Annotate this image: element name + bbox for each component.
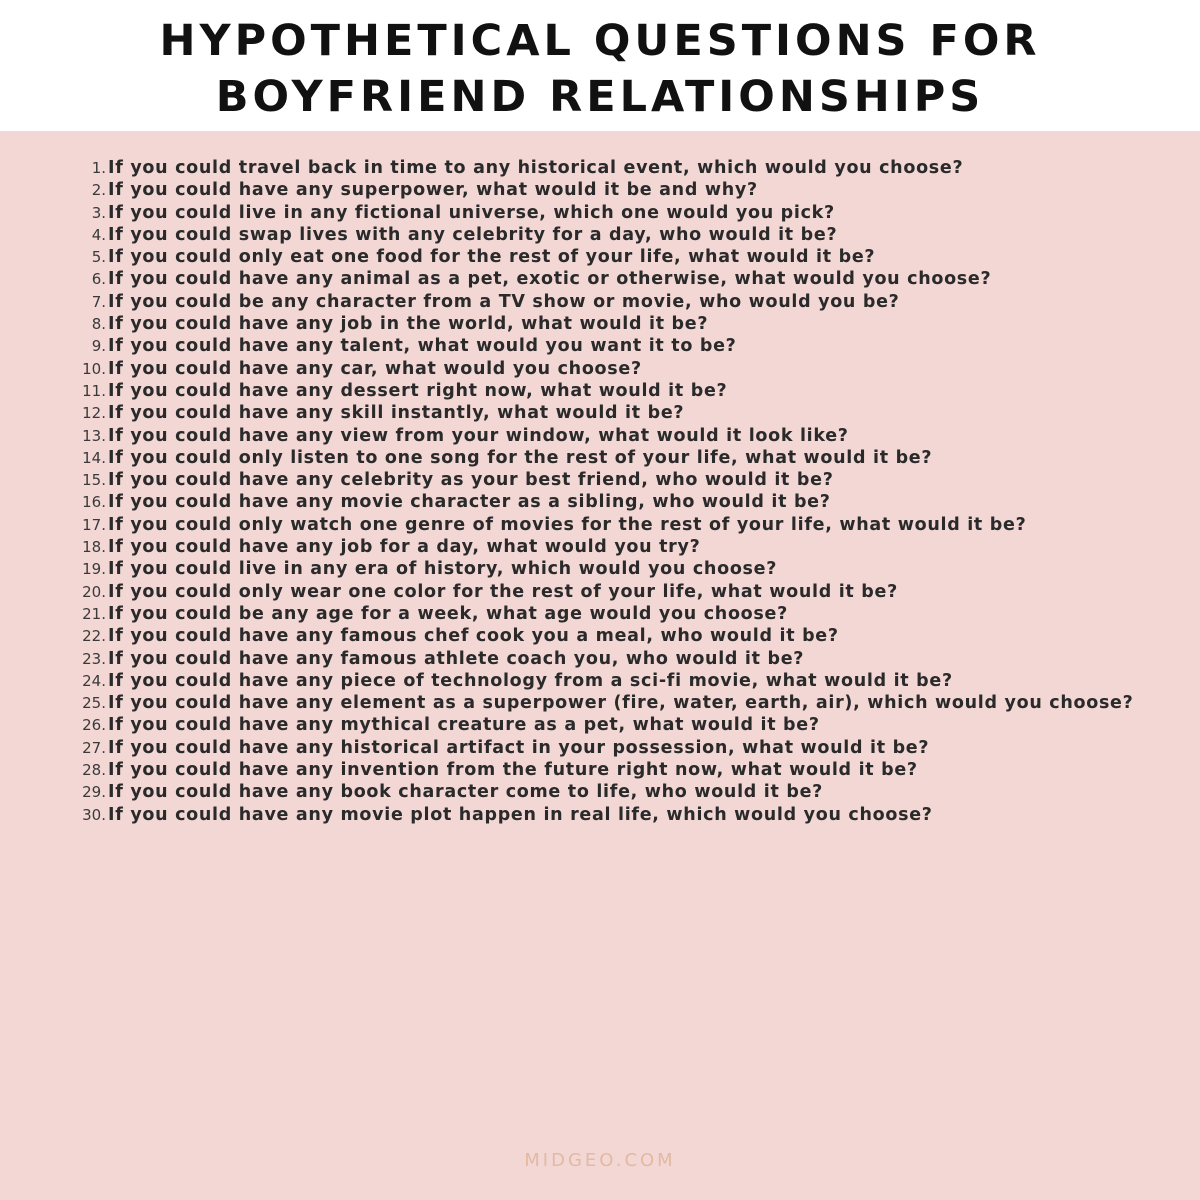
question-item xyxy=(70,358,1160,380)
question-number: 8. xyxy=(91,315,106,334)
question-text: If you could have any celebrity as your best friend, who would it be? xyxy=(108,470,834,491)
question-text: If you could be any age for a week, what age would you choose? xyxy=(108,603,788,624)
question-text: If you could live in any fictional universe, which one would you pick? xyxy=(108,202,835,223)
question-text: If you could only watch one genre of movies for the rest of your life, what would it be? xyxy=(108,514,1027,535)
question-item xyxy=(70,581,1160,603)
question-item xyxy=(70,380,1160,402)
question-item xyxy=(70,804,1160,826)
question-text: If you could have any superpower, what would it be and why? xyxy=(108,180,758,201)
question-text: If you could have any book character come to life, who would it be? xyxy=(108,782,823,803)
question-number: 21. xyxy=(82,604,106,623)
question-number: 19. xyxy=(82,560,106,579)
question-text: If you could have any job in the world, what would it be? xyxy=(108,314,709,335)
question-text: If you could have any job for a day, what would you try? xyxy=(108,537,701,558)
question-number: 12. xyxy=(82,404,106,423)
question-text: If you could have any historical artifact in your possession, what would it be? xyxy=(108,737,930,758)
question-item xyxy=(70,202,1160,224)
question-number: 18. xyxy=(82,538,106,557)
question-number: 24. xyxy=(82,671,106,690)
question-item xyxy=(70,224,1160,246)
question-text: If you could have any movie character as a sibling, who would it be? xyxy=(108,492,831,513)
question-item xyxy=(70,157,1160,179)
question-number: 15. xyxy=(82,471,106,490)
question-text: If you could swap lives with any celebrity for a day, who would it be? xyxy=(108,224,838,245)
question-item xyxy=(70,514,1160,536)
question-text: If you could have any skill instantly, what would it be? xyxy=(108,403,685,424)
question-number: 1. xyxy=(91,159,106,177)
question-number: 7. xyxy=(91,292,106,311)
question-item xyxy=(70,648,1160,670)
question-item xyxy=(70,469,1160,491)
question-item xyxy=(70,447,1160,469)
question-number: 3. xyxy=(91,203,106,222)
question-number: 14. xyxy=(82,448,106,467)
questions-list xyxy=(70,157,1160,826)
question-number: 22. xyxy=(82,627,106,646)
question-text: If you could have any piece of technology from a sci-fi movie, what would it be? xyxy=(108,670,953,691)
question-item xyxy=(70,714,1160,736)
question-item xyxy=(70,425,1160,447)
question-number: 2. xyxy=(91,181,106,200)
question-item xyxy=(70,737,1160,759)
question-item xyxy=(70,536,1160,558)
question-text: If you could have any famous chef cook you a meal, who would it be? xyxy=(108,626,839,647)
question-text: If you could have any famous athlete coach you, who would it be? xyxy=(108,648,805,669)
question-text: If you could have any element as a superpower (fire, water, earth, air), which would you choose? xyxy=(108,693,1134,714)
question-item xyxy=(70,692,1160,714)
page-title-line-1: HYPOTHETICAL QUESTIONS FOR xyxy=(159,16,1041,66)
question-number: 13. xyxy=(82,426,106,445)
question-text: If you could live in any era of history, which would you choose? xyxy=(108,559,778,580)
question-text: If you could have any car, what would you choose? xyxy=(108,358,642,379)
question-item xyxy=(70,670,1160,692)
question-number: 5. xyxy=(91,248,106,267)
question-number: 20. xyxy=(82,582,106,601)
question-item xyxy=(70,759,1160,781)
question-number: 9. xyxy=(91,337,106,356)
question-number: 29. xyxy=(82,783,106,802)
question-number: 26. xyxy=(82,716,106,735)
question-item xyxy=(70,291,1160,313)
question-number: 25. xyxy=(82,694,106,713)
question-text: If you could have any dessert right now, what would it be? xyxy=(108,380,728,401)
question-number: 10. xyxy=(82,359,106,378)
header xyxy=(0,0,1200,131)
question-number: 16. xyxy=(82,493,106,512)
question-item xyxy=(70,402,1160,424)
question-text: If you could only listen to one song for the rest of your life, what would it be? xyxy=(108,447,933,468)
question-number: 23. xyxy=(82,649,106,668)
question-item xyxy=(70,268,1160,290)
question-item xyxy=(70,491,1160,513)
question-text: If you could only eat one food for the rest of your life, what would it be? xyxy=(108,247,876,268)
question-item xyxy=(70,335,1160,357)
question-text: If you could have any talent, what would you want it to be? xyxy=(108,336,737,357)
question-item xyxy=(70,603,1160,625)
question-number: 4. xyxy=(91,225,106,244)
page-title-line-2: BOYFRIEND RELATIONSHIPS xyxy=(215,72,985,122)
question-text: If you could only wear one color for the rest of your life, what would it be? xyxy=(108,581,898,602)
question-text: If you could have any view from your window, what would it look like? xyxy=(108,425,849,446)
question-item xyxy=(70,179,1160,201)
question-item xyxy=(70,781,1160,803)
question-item xyxy=(70,313,1160,335)
question-number: 6. xyxy=(91,270,106,289)
question-text: If you could have any invention from the future right now, what would it be? xyxy=(108,760,918,781)
question-item xyxy=(70,625,1160,647)
question-text: If you could have any animal as a pet, exotic or otherwise, what would you choose? xyxy=(108,269,992,290)
question-number: 11. xyxy=(82,381,106,400)
question-text: If you could travel back in time to any historical event, which would you choose? xyxy=(108,158,964,178)
question-item xyxy=(70,558,1160,580)
question-text: If you could be any character from a TV show or movie, who would you be? xyxy=(108,291,900,312)
question-number: 30. xyxy=(82,805,106,824)
question-number: 17. xyxy=(82,515,106,534)
question-item xyxy=(70,246,1160,268)
question-text: If you could have any mythical creature as a pet, what would it be? xyxy=(108,715,820,736)
question-text: If you could have any movie plot happen in real life, which would you choose? xyxy=(108,804,933,825)
footer-site-name: MIDGEO.COM xyxy=(524,1150,676,1171)
question-number: 27. xyxy=(82,738,106,757)
question-number: 28. xyxy=(82,761,106,780)
